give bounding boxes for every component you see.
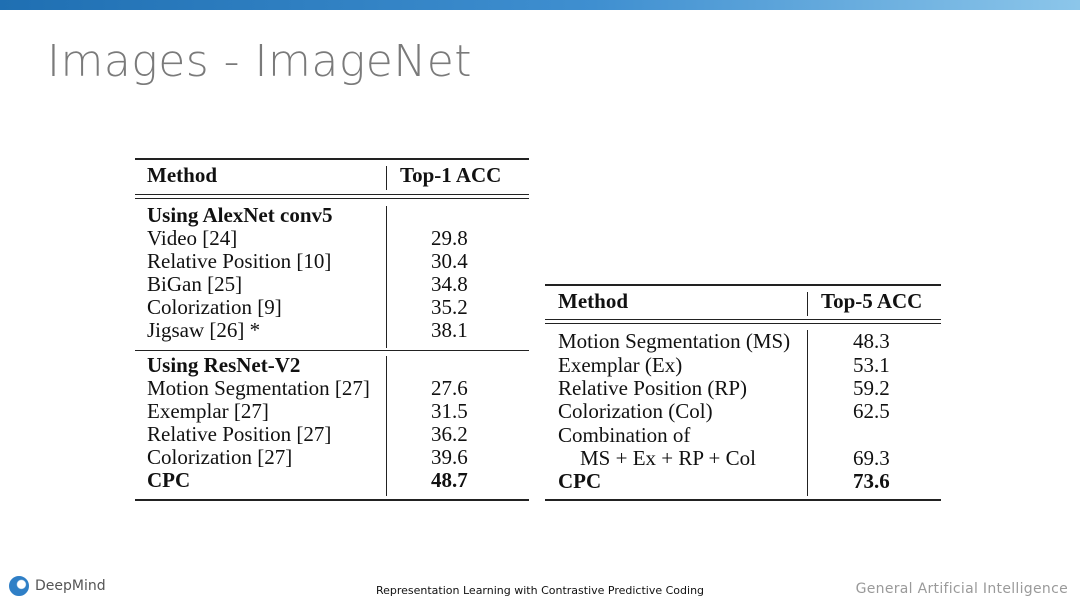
group-title-alexnet: Using AlexNet conv5	[147, 203, 333, 227]
column-divider	[807, 330, 808, 496]
table-row-value: 36.2	[431, 422, 468, 446]
table-row-value: 34.8	[431, 272, 468, 296]
table-row-method: Relative Position (RP)	[558, 376, 747, 400]
table-bottom-rule	[135, 499, 529, 501]
table-row-value: 38.1	[431, 318, 468, 342]
table-row-method: CPC	[558, 469, 602, 493]
header-top5-acc: Top-5 ACC	[821, 289, 923, 313]
header-rule-1	[545, 319, 941, 320]
table-top-rule	[135, 158, 529, 160]
table-row-method: Exemplar (Ex)	[558, 353, 683, 377]
table-row-method: Relative Position [10]	[147, 249, 332, 273]
header-rule-2	[135, 198, 529, 199]
column-divider	[807, 292, 808, 316]
header-rule-1	[135, 194, 529, 195]
column-divider	[386, 356, 387, 496]
table-row-method: Colorization [27]	[147, 445, 293, 469]
table-row-value: 59.2	[853, 376, 890, 400]
footer-paper-title: Representation Learning with Contrastive Predictive Coding	[375, 584, 705, 597]
table-row-method: Colorization [9]	[147, 295, 282, 319]
table-row-value: 48.3	[853, 329, 890, 353]
table-row-method: Video [24]	[147, 226, 238, 250]
table-row-value: 48.7	[431, 468, 468, 492]
top1-accuracy-table	[135, 158, 529, 503]
table-row-method: Motion Segmentation [27]	[147, 376, 370, 400]
table-row-method: MS + Ex + RP + Col	[580, 446, 756, 470]
table-row-value: 73.6	[853, 469, 890, 493]
table-row-method: Relative Position [27]	[147, 422, 332, 446]
table-top-rule	[545, 284, 941, 286]
table-bottom-rule	[545, 499, 941, 501]
table-row-method: Combination of	[558, 423, 691, 447]
table-row-value: 35.2	[431, 295, 468, 319]
table-row-method: Colorization (Col)	[558, 399, 713, 423]
table-row-value: 27.6	[431, 376, 468, 400]
brand-name: DeepMind	[35, 578, 106, 594]
group-separator-rule	[135, 350, 529, 351]
table-row-method: Exemplar [27]	[147, 399, 269, 423]
column-divider	[386, 206, 387, 348]
top-accent-bar	[0, 0, 1080, 10]
table-row-value: 29.8	[431, 226, 468, 250]
top5-accuracy-table	[545, 284, 941, 504]
table-row-value: 69.3	[853, 446, 890, 470]
slide-title: Images - ImageNet	[47, 36, 473, 87]
column-divider	[386, 166, 387, 190]
table-row-value: 39.6	[431, 445, 468, 469]
header-method: Method	[558, 289, 628, 313]
table-row-method: Motion Segmentation (MS)	[558, 329, 791, 353]
table-row-method: Jigsaw [26] *	[147, 318, 261, 342]
header-top1-acc: Top-1 ACC	[400, 163, 502, 187]
table-row-value: 31.5	[431, 399, 468, 423]
header-rule-2	[545, 323, 941, 324]
footer-tagline: General Artificial Intelligence	[855, 581, 1068, 597]
table-row-value: 62.5	[853, 399, 890, 423]
table-row-method: BiGan [25]	[147, 272, 243, 296]
group-title-resnet: Using ResNet-V2	[147, 353, 301, 377]
table-row-value: 53.1	[853, 353, 890, 377]
table-row-value: 30.4	[431, 249, 468, 273]
header-method: Method	[147, 163, 217, 187]
table-row-method: CPC	[147, 468, 191, 492]
